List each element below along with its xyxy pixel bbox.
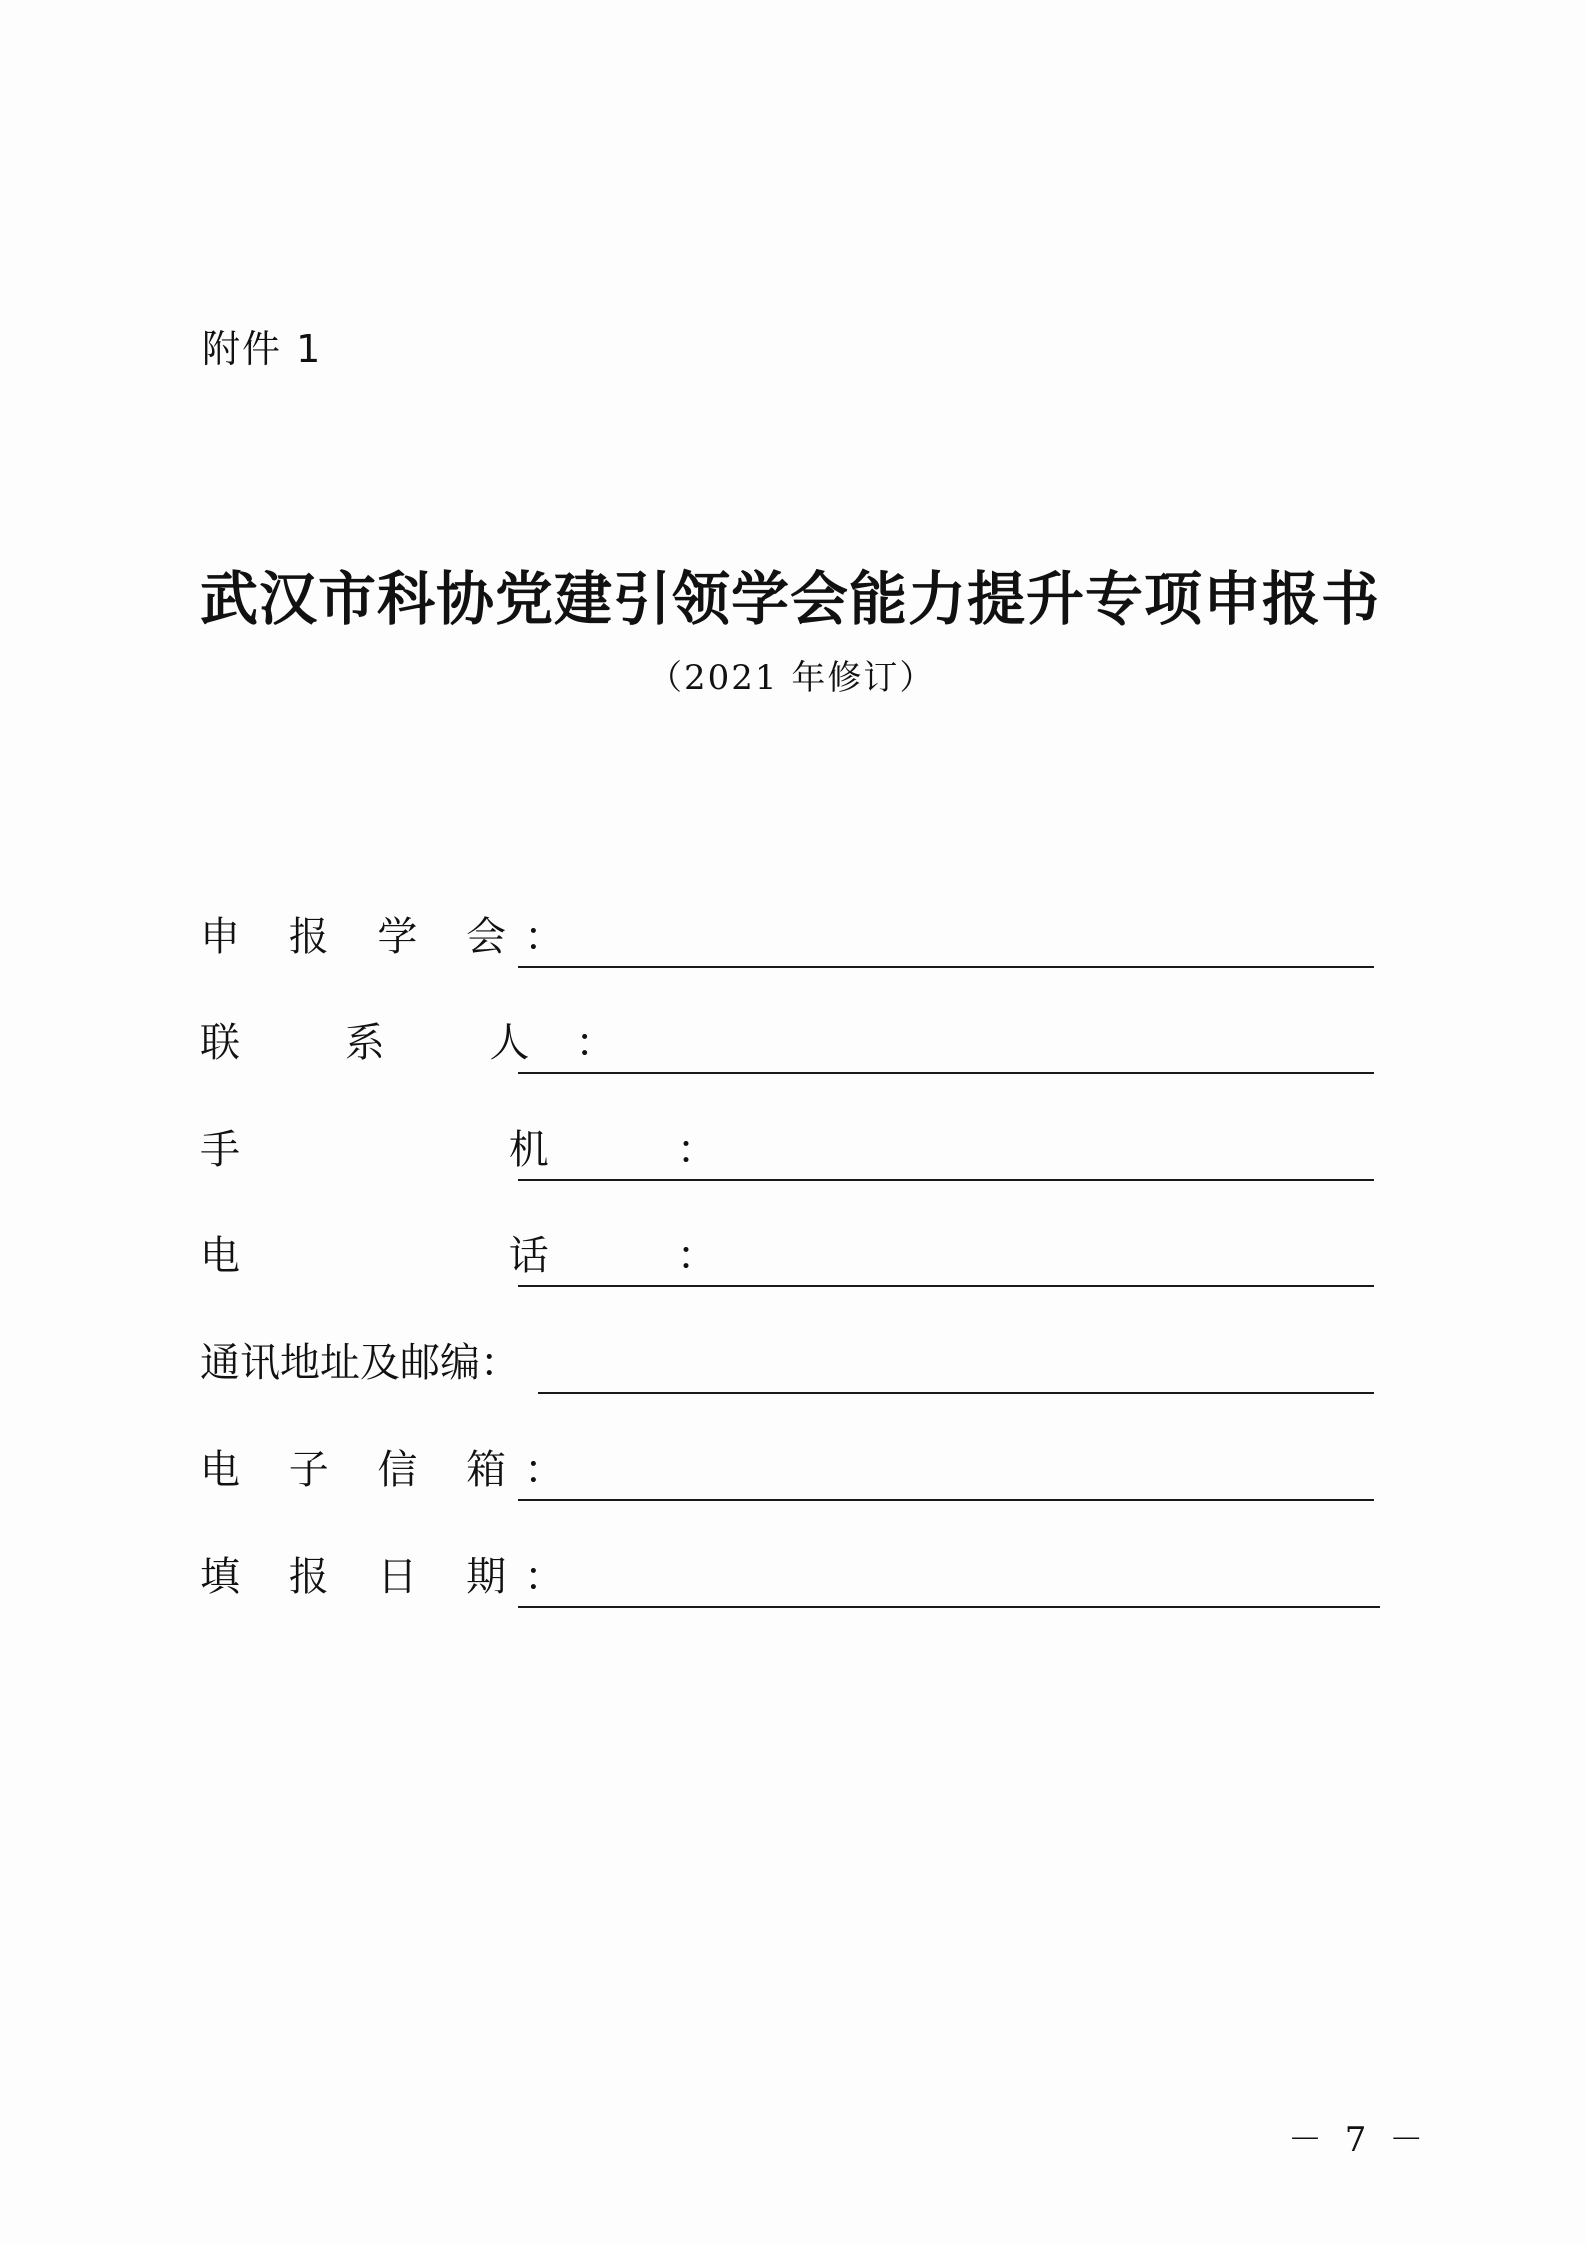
field-label-email: 电 子 信 箱： bbox=[200, 1447, 583, 1493]
page-number: － 7 － bbox=[1288, 2120, 1430, 2160]
document-subtitle: （2021 年修订） bbox=[648, 658, 936, 698]
field-input-address-postcode[interactable] bbox=[538, 1392, 1374, 1394]
field-address-postcode bbox=[200, 1334, 1380, 1394]
document-title: 武汉市科协党建引领学会能力提升专项申报书 bbox=[200, 565, 1381, 633]
field-input-applying-society[interactable] bbox=[518, 966, 1374, 968]
field-label-address-postcode: 通讯地址及邮编： bbox=[200, 1340, 520, 1386]
field-fill-date bbox=[200, 1548, 1380, 1608]
field-mobile bbox=[200, 1121, 1380, 1181]
field-telephone bbox=[200, 1227, 1380, 1287]
field-input-telephone[interactable] bbox=[518, 1285, 1374, 1287]
field-input-contact-person[interactable] bbox=[518, 1072, 1374, 1074]
field-label-contact-person: 联 系 人： bbox=[200, 1020, 662, 1066]
field-input-fill-date[interactable] bbox=[518, 1606, 1380, 1608]
field-email bbox=[200, 1441, 1380, 1501]
field-input-email[interactable] bbox=[518, 1499, 1374, 1501]
field-applying-society bbox=[200, 908, 1380, 968]
field-label-telephone: 电 话： bbox=[200, 1233, 845, 1279]
field-label-mobile: 手 机： bbox=[200, 1127, 845, 1173]
field-label-fill-date: 填 报 日 期： bbox=[200, 1554, 583, 1600]
field-contact-person bbox=[200, 1014, 1380, 1074]
field-input-mobile[interactable] bbox=[518, 1179, 1374, 1181]
attachment-label: 附件 1 bbox=[202, 327, 323, 371]
field-label-applying-society: 申 报 学 会： bbox=[200, 914, 583, 960]
